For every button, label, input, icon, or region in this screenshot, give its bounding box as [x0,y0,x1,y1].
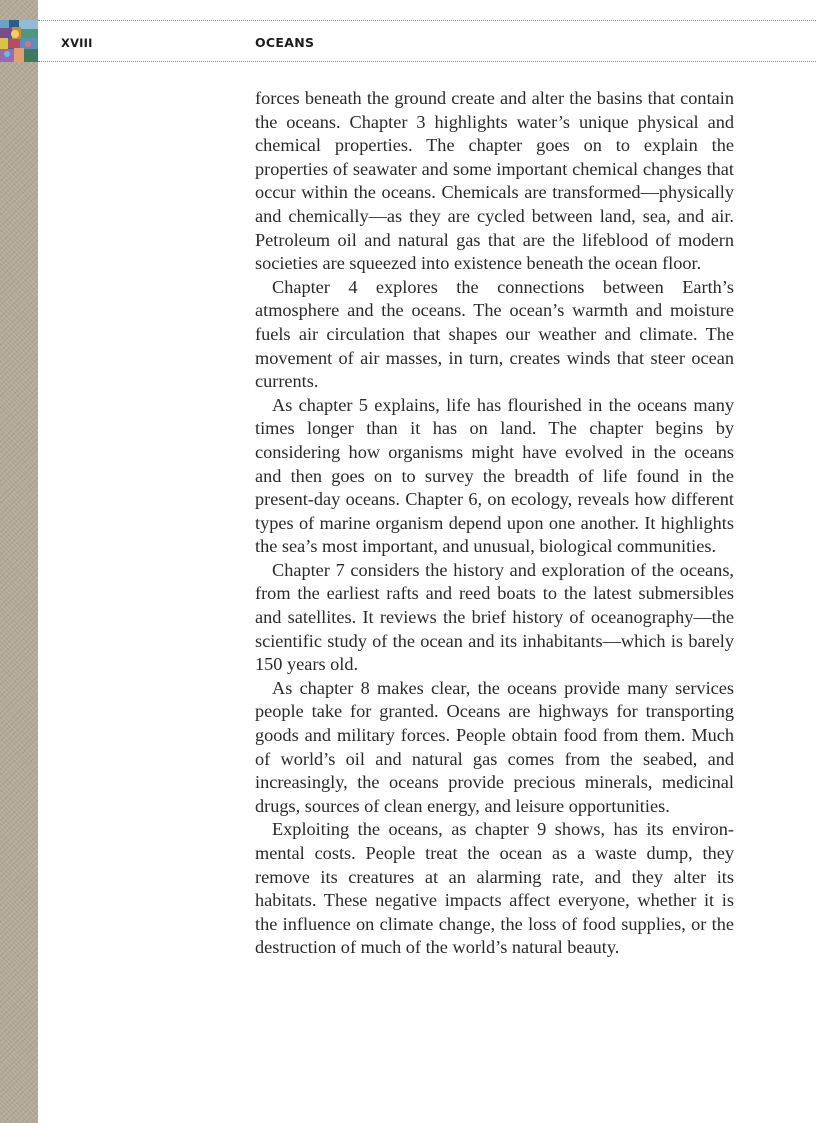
paragraph: As chapter 5 explains, life has flourished in the oceans many times longer than it has on land. The chapter begins by considering how organisms might have evolved in the oceans and then goes on to survey the breadth of life found in the present-day oceans. Chapter 6, on ecology, reveals how different types of marine organism depend upon one another. It highlights the sea’s most important, and unusual, biological communities. [255,394,734,557]
paragraph: Exploiting the oceans, as chapter 9 shows, has its environmental costs. People treat the ocean as a waste dump, they remove its creatures at an alarming rate, and they alter its habitats. These negative impacts affect everyone, whether it is the influence on climate change, the loss of food supplies, or the destruction of much of the world’s natural beauty. [255,819,734,958]
running-title: OCEANS [255,35,315,50]
decorative-side-strip [0,0,38,1123]
paragraph: Chapter 7 considers the history and exploration of the oceans, from the earliest rafts and reed boats to the latest submersibles and satellites. It reviews the brief history of oceanography—the scientific study of the ocean and its inhabitants—which is barely 150 years old. [255,559,734,675]
paragraph: Chapter 4 explores the connections between Earth’s atmosphere and the oceans. The ocean’s warmth and moisture fuels air circulation that shapes our weather and climate. The movement of air masses, in turn, creates winds that steer ocean currents. [255,276,734,392]
body-text [255,87,734,960]
header-rule-top [38,20,816,21]
paragraph: forces beneath the ground create and alter the basins that contain the oceans. Chapter 3 highlights water’s unique physical and chemical properties. The chapter goes on to explain the properties of seawater and some important chemical changes that occur within the oceans. Chemicals are transformed—physically and chemically—as they are cycled between land, sea, and air. Petroleum oil and natural gas that are the lifeblood of modern societies are squeezed into existence beneath the ocean floor. [255,88,734,274]
header-rule-bottom [38,61,816,62]
paragraph: As chapter 8 makes clear, the oceans provide many services people take for granted. Oceans are highways for transporting goods and military forces. People obtain food from them. Much of world’s oil and natural gas comes from the seabed, and increasingly, the oceans provide precious minerals, medicinal drugs, sources of clean energy, and leisure opportunities. [255,677,734,816]
page-number: XVIII [61,36,93,50]
ocean-mosaic-thumbnail [0,20,38,62]
